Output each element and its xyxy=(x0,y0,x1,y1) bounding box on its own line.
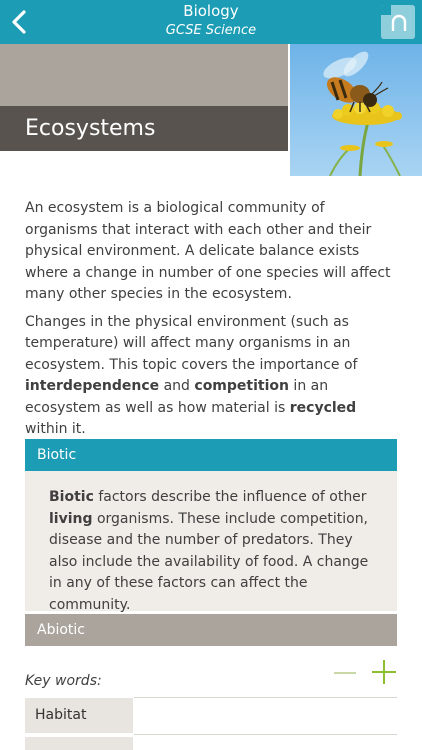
intro-text xyxy=(25,198,397,447)
keyword-living: living xyxy=(49,510,93,527)
app-logo-icon xyxy=(381,5,415,39)
divider xyxy=(134,697,397,698)
keyword-item[interactable] xyxy=(25,737,133,750)
bee-on-flower-image xyxy=(290,44,422,176)
text-span: factors describe the influence of other xyxy=(93,489,367,505)
hero-backdrop xyxy=(0,44,288,106)
text-span: organisms. These include competition, disease and the number of predators. They also include the availability of food. A change in any of these factors can affect the community. xyxy=(49,510,369,613)
app-title: Biology xyxy=(183,2,239,20)
keyword-item[interactable]: Habitat xyxy=(25,698,133,733)
keyword-recycled: recycled xyxy=(289,399,357,416)
divider xyxy=(134,734,397,735)
plus-icon[interactable] xyxy=(372,660,396,684)
topic-heading: Ecosystems xyxy=(0,106,288,151)
topic-image xyxy=(290,44,422,176)
intro-paragraph-1: An ecosystem is a biological community of organisms that interact with each other and their physical environment. A delicate balance exists where a change in number of one species will affect many other species in the ecosystem. xyxy=(25,200,391,302)
intro-paragraph-2 xyxy=(25,312,397,441)
top-bar xyxy=(0,0,422,44)
section-header-biotic[interactable]: Biotic xyxy=(25,439,397,471)
keyword-competition: competition xyxy=(194,378,289,394)
section-header-abiotic[interactable]: Abiotic xyxy=(25,614,397,646)
app-subtitle: GCSE Science xyxy=(165,23,257,38)
text-span: and xyxy=(159,378,195,394)
section-body-biotic xyxy=(25,471,397,611)
text-span: Changes in the physical environment (such as temperature) will affect many organisms in an ecosystem. This topic covers the importance of xyxy=(25,313,358,373)
app-logo-button[interactable] xyxy=(381,5,415,39)
minus-icon[interactable] xyxy=(334,672,356,674)
text-span: within it. xyxy=(25,421,86,437)
keyword-biotic: Biotic xyxy=(49,489,94,505)
text-span: in an ecosystem as well as how material is xyxy=(25,378,329,416)
keyword-interdependence: interdependence xyxy=(25,378,160,394)
key-words-label: Key words: xyxy=(25,673,102,689)
